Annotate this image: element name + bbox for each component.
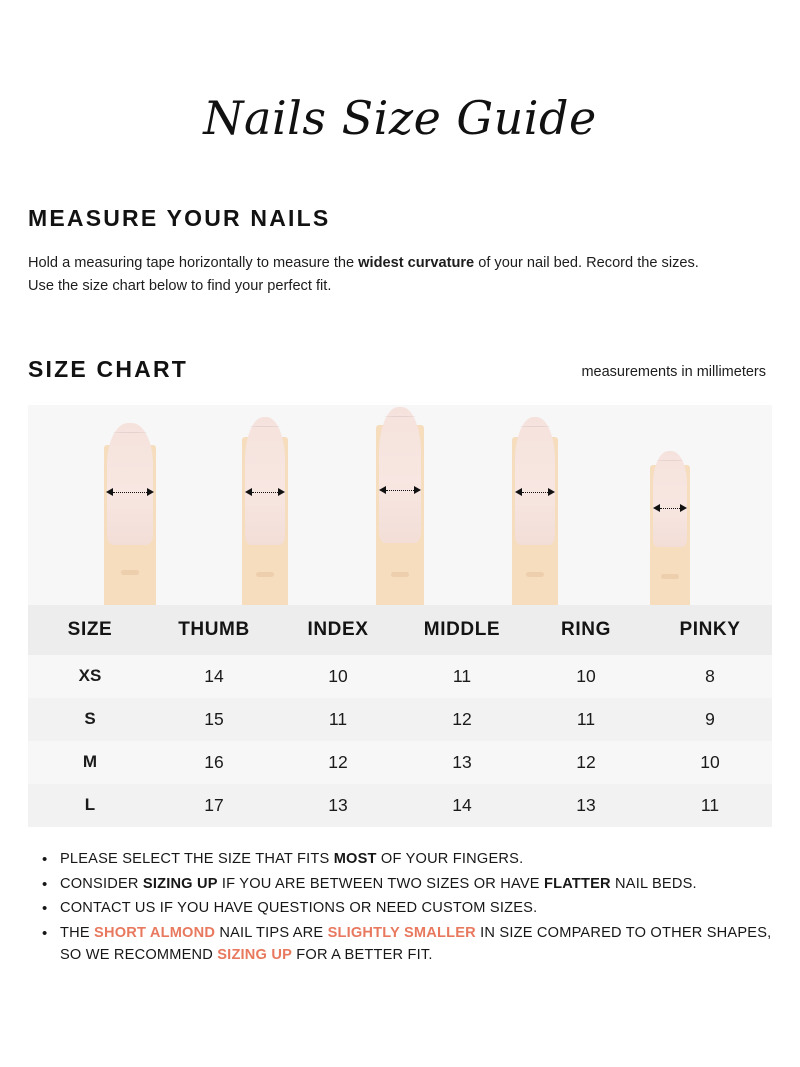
nail-plate-ring [515,417,555,545]
knuckle-ring [526,572,544,577]
arrow-line-pinky [660,508,680,509]
arrow-head-right-index [278,488,285,496]
nail-plate-middle [379,407,421,543]
table-row [28,655,772,698]
note-item-3: • CONTACT US IF YOU HAVE QUESTIONS OR NEED CUSTOM SIZES. [38,898,772,920]
nail-tip-line-pinky [657,460,683,461]
column-header-index: INDEX [307,618,369,640]
finger-illustrations [28,405,772,605]
nail-tip-line-thumb [113,432,148,433]
cell-pinky: 9 [705,708,715,729]
cell-middle: 14 [452,794,472,815]
size-table-head [28,605,772,655]
cell-index: 12 [328,751,348,772]
note-1-text-b: MOST [333,850,377,867]
cell-middle: 13 [452,751,472,772]
cell-index: 10 [328,665,348,686]
knuckle-index [256,572,274,577]
finger-illustration-pinky [603,405,738,605]
arrow-head-right-pinky [680,504,687,512]
arrow-head-right-middle [414,486,421,494]
arrow-head-right-ring [548,488,555,496]
page-content [0,205,800,967]
note-2-text-d: FLATTER [543,875,611,892]
arrow-line-ring [522,492,548,493]
note-1-text-c: OF YOUR FINGERS. [376,850,524,867]
arrow-head-left-pinky [653,504,660,512]
note-2-text-a: CONSIDER [60,875,143,892]
width-arrow-middle [379,486,421,495]
note-4-highlight-short-almond: SHORT ALMOND [94,925,216,942]
cell-pinky: 8 [705,665,715,686]
size-table [28,605,772,827]
width-arrow-pinky [653,504,687,513]
note-item-1 [38,849,772,871]
nail-tip-line-ring [520,426,550,427]
note-4-text-g: FOR A BETTER FIT. [292,947,433,964]
finger-illustration-index [198,405,333,605]
note-2-text-b: SIZING UP [142,875,218,892]
page-title: Nails Size Guide [203,90,597,145]
measurement-unit-note: measurements in millimeters [581,363,766,380]
cell-thumb: 16 [204,751,224,772]
note-4-highlight-slightly-smaller: SLIGHTLY SMALLER [327,925,476,942]
note-2-text-c: IF YOU ARE BETWEEN TWO SIZES OR HAVE [217,875,544,892]
note-item-2 [38,874,772,896]
cell-middle: 12 [452,708,472,729]
column-header-pinky: PINKY [679,618,741,640]
arrow-line-middle [386,490,414,491]
size-chart-header-row [28,356,772,383]
finger-illustration-ring [468,405,603,605]
arrow-head-left-middle [379,486,386,494]
cell-size: M [82,752,98,772]
size-chart-heading: SIZE CHART [28,355,188,382]
measure-section-heading: MEASURE YOUR NAILS [28,205,331,232]
knuckle-middle [391,572,409,577]
measure-instructions [28,252,718,297]
measure-text-part-1: Hold a measuring tape horizontally to measure the [28,255,359,272]
cell-thumb: 15 [204,708,224,729]
knuckle-pinky [661,574,679,579]
cell-ring: 11 [576,708,596,729]
arrow-head-left-index [245,488,252,496]
arrow-line-index [252,492,278,493]
arrow-line-thumb [113,492,147,493]
arrow-head-right-thumb [147,488,154,496]
cell-index: 11 [328,708,348,729]
arrow-head-left-thumb [106,488,113,496]
knuckle-thumb [121,570,139,575]
nail-tip-line-middle [384,416,416,417]
measure-text-part-2: of your nail bed. Record the sizes. Use the size chart below to find your perfect fit. [28,255,699,295]
table-row [28,784,772,827]
cell-thumb: 17 [204,794,224,815]
measure-text-emphasis: widest curvature [358,255,475,272]
arrow-head-left-ring [515,488,522,496]
size-chart-panel [28,405,772,827]
finger-illustration-thumb [63,405,198,605]
width-arrow-ring [515,488,555,497]
nail-plate-thumb [107,423,153,545]
nail-plate-index [245,417,285,545]
cell-size: S [84,709,96,729]
cell-size: L [84,795,96,815]
cell-ring: 10 [576,665,596,686]
size-table-body [28,655,772,827]
cell-size: XS [78,666,102,686]
finger-illustration-middle [333,405,468,605]
nail-plate-pinky [653,451,687,547]
cell-middle: 11 [452,665,472,686]
nail-tip-line-index [250,426,280,427]
cell-pinky: 10 [700,751,720,772]
cell-ring: 13 [576,794,596,815]
column-header-size: SIZE [67,618,113,640]
note-item-4 [38,923,772,967]
width-arrow-thumb [106,488,154,497]
table-row [28,698,772,741]
notes-list [28,849,772,967]
table-row [28,741,772,784]
note-4-highlight-sizing-up: SIZING UP [217,947,293,964]
note-4-text-a: THE [60,925,95,942]
note-4-text-c: NAIL TIPS ARE [215,925,328,942]
note-2-text-e: NAIL BEDS. [610,875,697,892]
cell-index: 13 [328,794,348,815]
cell-ring: 12 [576,751,596,772]
column-header-middle: MIDDLE [423,618,501,640]
cell-pinky: 11 [700,794,720,815]
cell-thumb: 14 [204,665,224,686]
note-4-text-e: IN SIZE COMPARED TO OTHER SHAPES, SO WE RECOMMEND [60,925,772,964]
column-header-thumb: THUMB [178,618,250,640]
width-arrow-index [245,488,285,497]
size-table-header-row [28,605,772,655]
column-header-ring: RING [561,618,611,640]
note-1-text-a: PLEASE SELECT THE SIZE THAT FITS [60,850,334,867]
